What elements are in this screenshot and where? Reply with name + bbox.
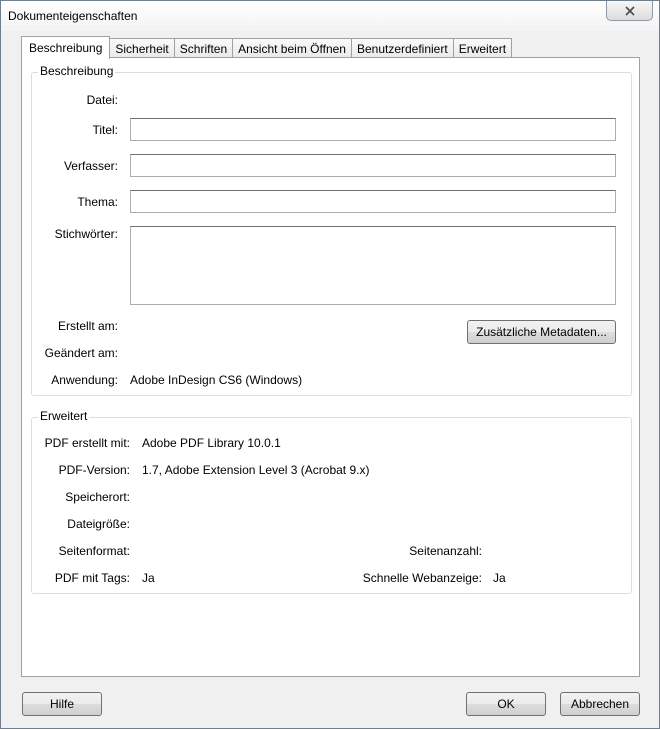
help-button[interactable]: Hilfe (22, 692, 102, 716)
advanced-group (31, 409, 632, 594)
pdf-version-label: PDF-Version: (58, 463, 130, 477)
subject-label: Thema: (77, 195, 118, 209)
tab-beschreibung[interactable]: Beschreibung (21, 36, 110, 59)
title-field[interactable] (130, 118, 616, 141)
filesize-label: Dateigröße: (67, 517, 130, 531)
title-bar (1, 1, 659, 31)
author-label: Verfasser: (63, 159, 118, 173)
close-button[interactable] (606, 1, 653, 21)
author-field[interactable] (130, 154, 616, 177)
pdf-version-value: 1.7, Adobe Extension Level 3 (Acrobat 9.x) (142, 463, 370, 477)
tab-strip (22, 36, 512, 58)
tab-schriften[interactable]: Schriften (174, 38, 233, 58)
application-value: Adobe InDesign CS6 (Windows) (130, 373, 303, 387)
keywords-label: Stichwörter: (54, 227, 118, 241)
tagged-pdf-label: PDF mit Tags: (54, 571, 130, 585)
location-label: Speicherort: (65, 490, 130, 504)
tab-benutzerdefiniert[interactable]: Benutzerdefiniert (351, 38, 454, 58)
keywords-field[interactable] (130, 226, 616, 305)
producer-label: PDF erstellt mit: (44, 436, 130, 450)
file-label: Datei: (86, 93, 118, 107)
pagesize-label: Seitenformat: (58, 544, 130, 558)
created-label: Erstellt am: (57, 319, 118, 333)
tab-erweitert[interactable]: Erweitert (453, 38, 512, 58)
pagecount-label: Seitenanzahl: (409, 544, 482, 558)
description-group-label: Beschreibung (40, 64, 114, 78)
subject-field[interactable] (130, 190, 616, 213)
additional-metadata-button[interactable]: Zusätzliche Metadaten... (467, 320, 616, 344)
producer-value: Adobe PDF Library 10.0.1 (142, 436, 281, 450)
window-title: Dokumenteigenschaften (8, 9, 138, 23)
title-label: Titel: (92, 123, 118, 137)
fast-web-view-label: Schnelle Webanzeige: (362, 571, 482, 585)
tab-panel-beschreibung (21, 57, 640, 677)
description-group (31, 64, 632, 396)
close-icon (625, 6, 635, 16)
tab-ansicht-beim-oeffnen[interactable]: Ansicht beim Öffnen (232, 38, 352, 58)
modified-label: Geändert am: (44, 346, 118, 360)
tab-sicherheit[interactable]: Sicherheit (109, 38, 174, 58)
ok-button[interactable]: OK (466, 692, 546, 716)
cancel-button[interactable]: Abbrechen (560, 692, 640, 716)
application-label: Anwendung: (51, 373, 118, 387)
advanced-group-label: Erweitert (40, 409, 88, 423)
tagged-pdf-value: Ja (142, 571, 155, 585)
fast-web-view-value: Ja (493, 571, 506, 585)
